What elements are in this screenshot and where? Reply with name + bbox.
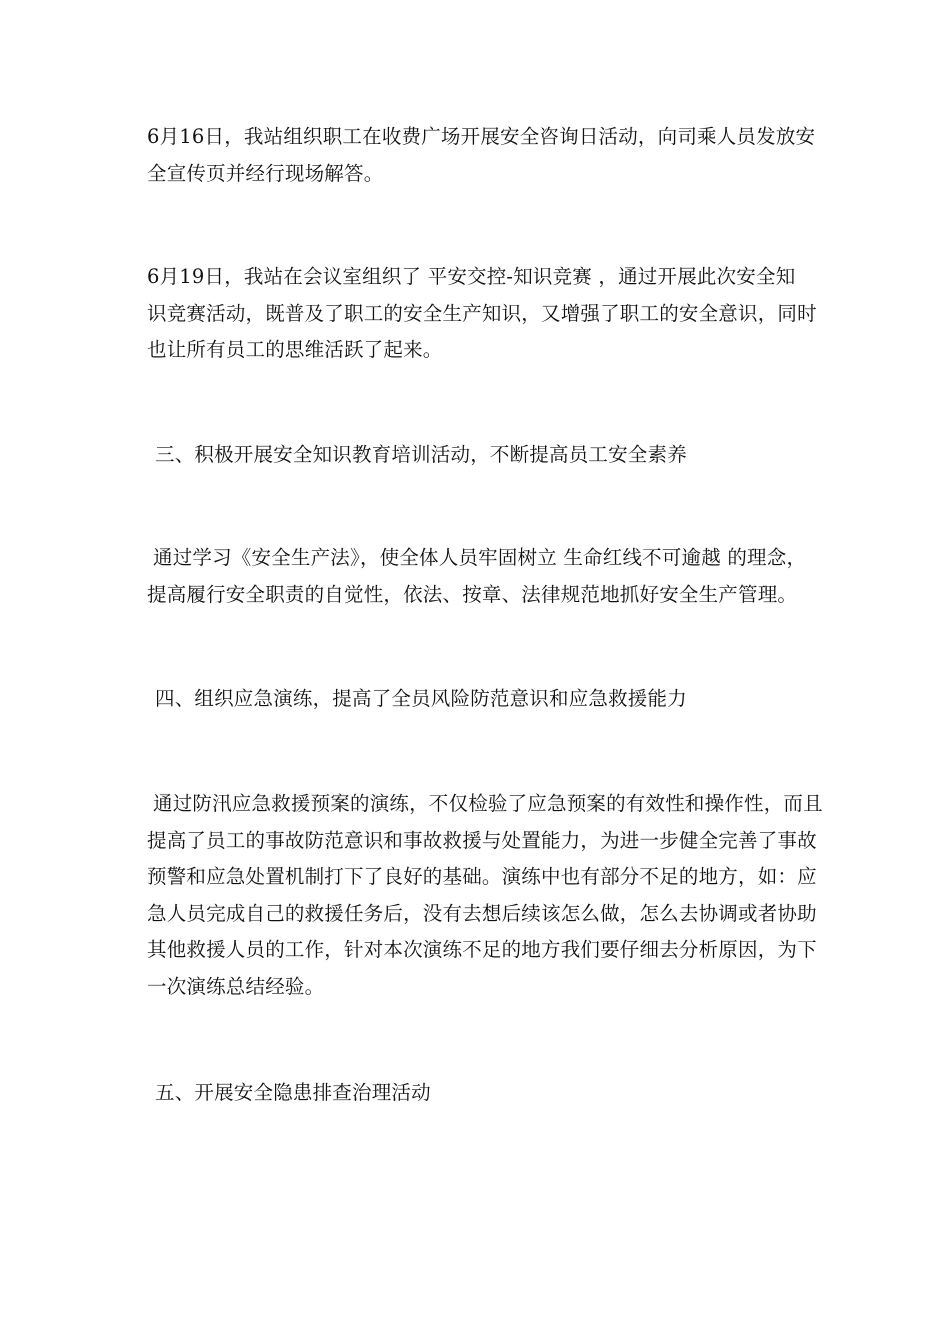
text-line: 6月16日，我站组织职工在收费广场开展安全咨询日活动，向司乘人员发放安 xyxy=(147,125,816,148)
heading-text: 三、积极开展安全知识教育培训活动，不断提高员工安全素养 xyxy=(155,443,687,466)
text-line: 预警和应急处置机制打下了良好的基础。演练中也有部分不足的地方，如：应 xyxy=(147,865,817,888)
heading-text: 五、开展安全隐患排查治理活动 xyxy=(155,1081,431,1104)
section-heading-five xyxy=(147,1075,820,1112)
text-line: 也让所有员工的思维活跃了起来。 xyxy=(147,338,443,361)
text-line: 其他救援人员的工作，针对本次演练不足的地方我们要仔细去分析原因，为下 xyxy=(147,938,817,961)
heading-text: 四、组织应急演练，提高了全员风险防范意识和应急救援能力 xyxy=(155,687,687,710)
text-line: 急人员完成自己的救援任务后，没有去想后续该怎么做，怎么去协调或者协助 xyxy=(147,901,817,925)
text-line: 一次演练总结经验。 xyxy=(147,974,325,998)
text-line: 全宣传页并经行现场解答。 xyxy=(147,161,384,185)
paragraph-safety-consultation-day xyxy=(147,119,816,192)
section-heading-four xyxy=(147,681,820,718)
text-line: 提高了员工的事故防范意识和事故救援与处置能力，为进一步健全完善了事故 xyxy=(147,828,817,852)
text-line: 提高履行安全职责的自觉性，依法、按章、法律规范地抓好安全生产管理。 xyxy=(147,582,798,606)
text-line: 通过防汛应急救援预案的演练，不仅检验了应急预案的有效性和操作性，而且 xyxy=(153,792,823,815)
paragraph-knowledge-contest xyxy=(147,259,817,369)
paragraph-safety-law-study xyxy=(147,540,812,613)
text-line: 识竞赛活动，既普及了职工的安全生产知识，又增强了职工的安全意识，同时 xyxy=(147,301,817,325)
text-line: 通过学习《安全生产法》，使全体人员牢固树立 生命红线不可逾越 的理念， xyxy=(153,546,807,569)
paragraph-emergency-drill xyxy=(147,786,823,1005)
section-heading-three xyxy=(147,437,820,474)
text-line: 6月19日，我站在会议室组织了 平安交控-知识竞赛 ，通过开展此次安全知 xyxy=(147,265,796,288)
